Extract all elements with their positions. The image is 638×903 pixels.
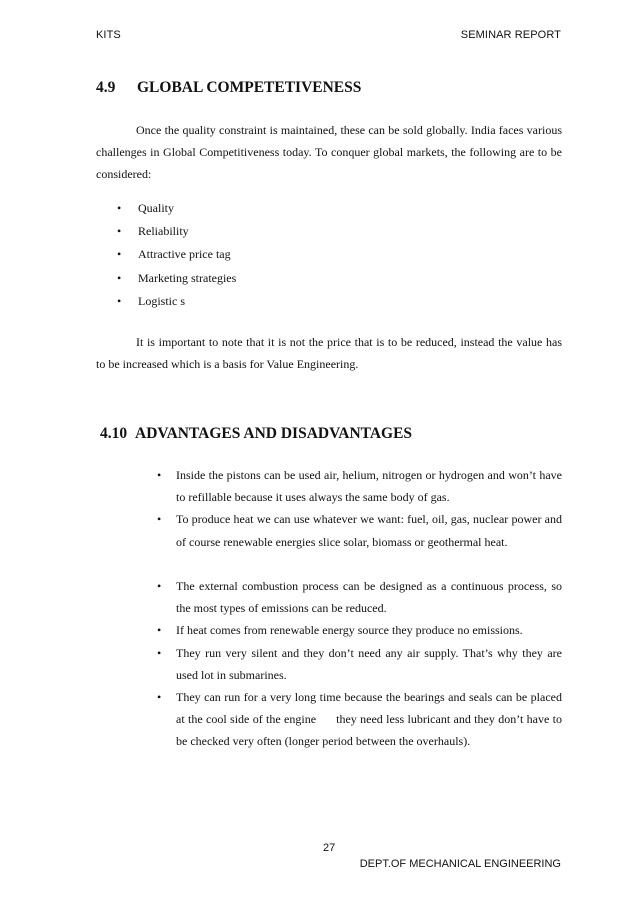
bullet-icon: •: [117, 247, 122, 262]
intro-paragraph: Once the quality constraint is maintained, these can be sold globally. India faces various challenges in Global Competitiveness today. To conquer global markets, the following are to be considered:: [96, 123, 562, 181]
bullet-icon: •: [117, 201, 122, 215]
bullet-icon: •: [157, 468, 162, 482]
list-item: • If heat comes from renewable energy source they produce no emissions.: [0, 619, 562, 641]
bullet-icon: •: [117, 270, 122, 285]
bullet-icon: •: [117, 224, 122, 239]
list-item: • They can run for a very long time because the bearings and seals can be placed at the cool side of the engine they need less lubricant and they don’t have to be checked very often (longer period between the overhauls).: [0, 686, 562, 775]
section-number: 4.9: [96, 79, 116, 96]
bullet-icon: •: [157, 578, 162, 593]
footer-department: DEPT.OF MECHANICAL ENGINEERING: [359, 858, 561, 870]
list-item: • They run very silent and they don’t need any air supply. That’s why they are used lot in submarines.: [0, 642, 562, 686]
section-title: ADVANTAGES AND DISADVANTAGES: [135, 425, 413, 442]
page-number: 27: [323, 842, 336, 854]
bullet-icon: •: [157, 623, 162, 638]
bullet-icon: •: [117, 293, 122, 308]
header-right: SEMINAR REPORT: [460, 29, 561, 41]
closing-paragraph: It is important to note that it is not the price that is to be reduced, instead the value has to be increased which is a basis for Value Engineering.: [96, 335, 562, 371]
section-heading-4-9: [96, 79, 361, 97]
list-item: • The external combustion process can be designed as a continuous process, so the most types of emissions can be reduced.: [0, 575, 562, 619]
list-item: • Inside the pistons can be used air, helium, nitrogen or hydrogen and won’t have to refillable because it uses always the same body of gas.: [0, 464, 562, 508]
section-heading-4-10: [100, 425, 412, 443]
section-title: GLOBAL COMPETETIVENESS: [137, 79, 362, 96]
advantages-list: [0, 464, 565, 775]
bullet-icon: •: [157, 645, 162, 660]
section-number: 4.10: [100, 425, 128, 442]
bullet-icon: •: [157, 689, 162, 704]
list-item: • To produce heat we can use whatever we want: fuel, oil, gas, nuclear power and of course renewable energies slice solar, biomass or geothermal heat.: [0, 508, 562, 575]
header-left: KITS: [96, 29, 121, 41]
bullet-icon: •: [157, 512, 162, 527]
